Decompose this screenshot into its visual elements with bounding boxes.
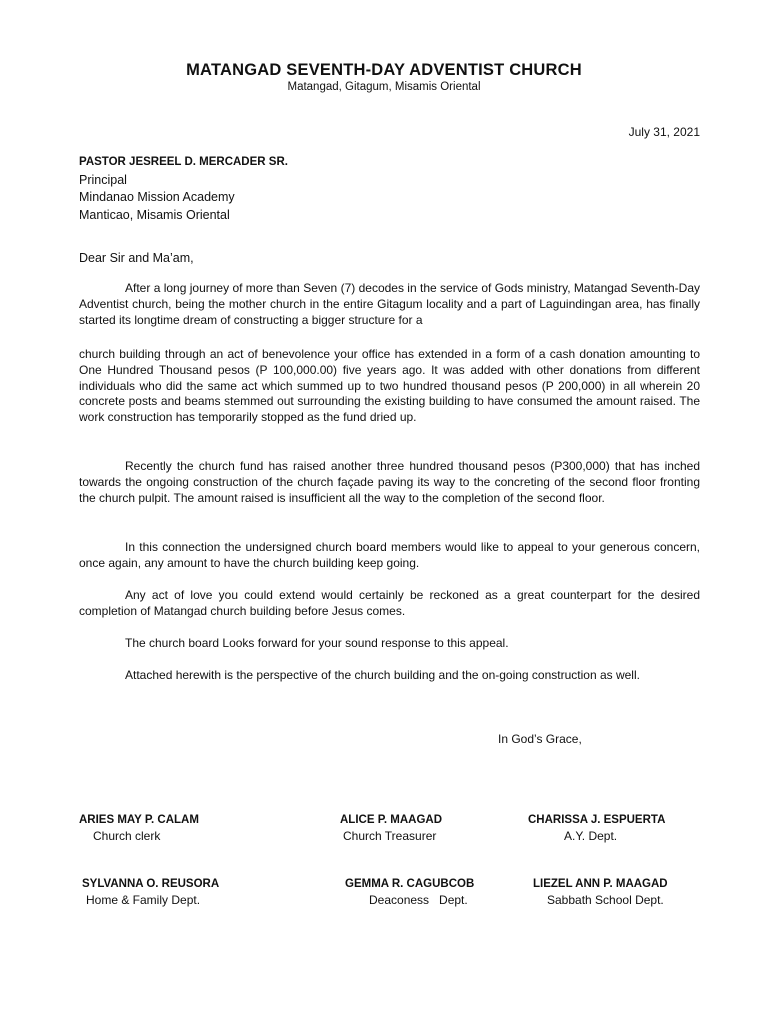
paragraph-1b bbox=[79, 347, 700, 426]
church-title: MATANGAD SEVENTH-DAY ADVENTIST CHURCH bbox=[186, 61, 582, 79]
signatory-name: LIEZEL ANN P. MAAGAD bbox=[533, 878, 668, 890]
paragraph-5-text: The church board Looks forward for your sound response to this appeal. bbox=[125, 636, 509, 650]
signatory-4 bbox=[82, 876, 219, 908]
paragraph-3-text: In this connection the undersigned church board members would like to appeal to your generous concern, once again, any amount to have the church building keep going. bbox=[79, 540, 700, 570]
paragraph-1a bbox=[79, 281, 700, 328]
letter-date: July 31, 2021 bbox=[628, 125, 700, 139]
signatory-name: ARIES MAY P. CALAM bbox=[79, 814, 199, 826]
signatory-name: GEMMA R. CAGUBCOB bbox=[345, 878, 475, 890]
salutation: Dear Sir and Ma’am, bbox=[79, 251, 194, 265]
paragraph-4 bbox=[79, 588, 700, 620]
signatory-role: A.Y. Dept. bbox=[564, 829, 618, 843]
signatory-name: CHARISSA J. ESPUERTA bbox=[528, 814, 666, 826]
recipient-school: Mindanao Mission Academy bbox=[79, 190, 235, 204]
signatory-role: Church Treasurer bbox=[343, 829, 437, 843]
signatory-5 bbox=[345, 876, 474, 908]
paragraph-6 bbox=[79, 668, 700, 684]
signatory-2 bbox=[340, 812, 442, 844]
signatory-name: SYLVANNA O. REUSORA bbox=[82, 878, 220, 890]
signatory-role: Home & Family Dept. bbox=[86, 893, 201, 907]
paragraph-4-text: Any act of love you could extend would certainly be reckoned as a great counterpart for the desired completion of Matangad church building before Jesus comes. bbox=[79, 588, 700, 618]
paragraph-1b-text: church building through an act of benevolence your office has extended in a form of a cash donation amounting to One Hundred Thousand pesos (P 100,000.00) five years ago. It was added with other donations from different individuals who did the same act which summed up to two hundred thousand pesos (P 200,000) in all wherein 20 concrete posts and beams stemmed out surrounding the existing building to have consumed the amount raised. The work construction has temporarily stopped as the fund dried up. bbox=[79, 347, 700, 425]
paragraph-6-text: Attached herewith is the perspective of the church building and the on-going construction as well. bbox=[125, 668, 640, 682]
recipient-location: Manticao, Misamis Oriental bbox=[79, 207, 230, 222]
closing: In God’s Grace, bbox=[498, 732, 582, 746]
signatory-name: ALICE P. MAAGAD bbox=[340, 814, 443, 826]
paragraph-1a-text: After a long journey of more than Seven (7) decodes in the service of Gods ministry, Matangad Seventh-Day Adventist church, being the mother church in the entire Gitagum locality and a part of Laguindingan area, has finally started its longtime dream of constructing a bigger structure for a bbox=[79, 281, 700, 327]
signatory-1 bbox=[79, 812, 199, 844]
recipient-block bbox=[79, 154, 288, 224]
signatory-role: Church clerk bbox=[93, 829, 161, 843]
paragraph-5 bbox=[79, 636, 700, 652]
paragraph-3 bbox=[79, 540, 700, 572]
signatory-6 bbox=[533, 876, 668, 908]
paragraph-2-text: Recently the church fund has raised another three hundred thousand pesos (P300,000) that has inched towards the ongoing construction of the church façade paving its way to the concreting of the second floor fronting the church pulpit. The amount raised is insufficient all the way to the completion of the second floor. bbox=[79, 459, 700, 505]
signatory-role: Sabbath School Dept. bbox=[547, 893, 664, 907]
recipient-name: PASTOR JESREEL D. MERCADER SR. bbox=[79, 156, 288, 168]
signatory-3 bbox=[528, 812, 665, 844]
church-address: Matangad, Gitagum, Misamis Oriental bbox=[287, 81, 481, 93]
paragraph-2 bbox=[79, 459, 700, 506]
recipient-position: Principal bbox=[79, 172, 127, 187]
signatory-role: Deaconess Dept. bbox=[369, 893, 468, 907]
